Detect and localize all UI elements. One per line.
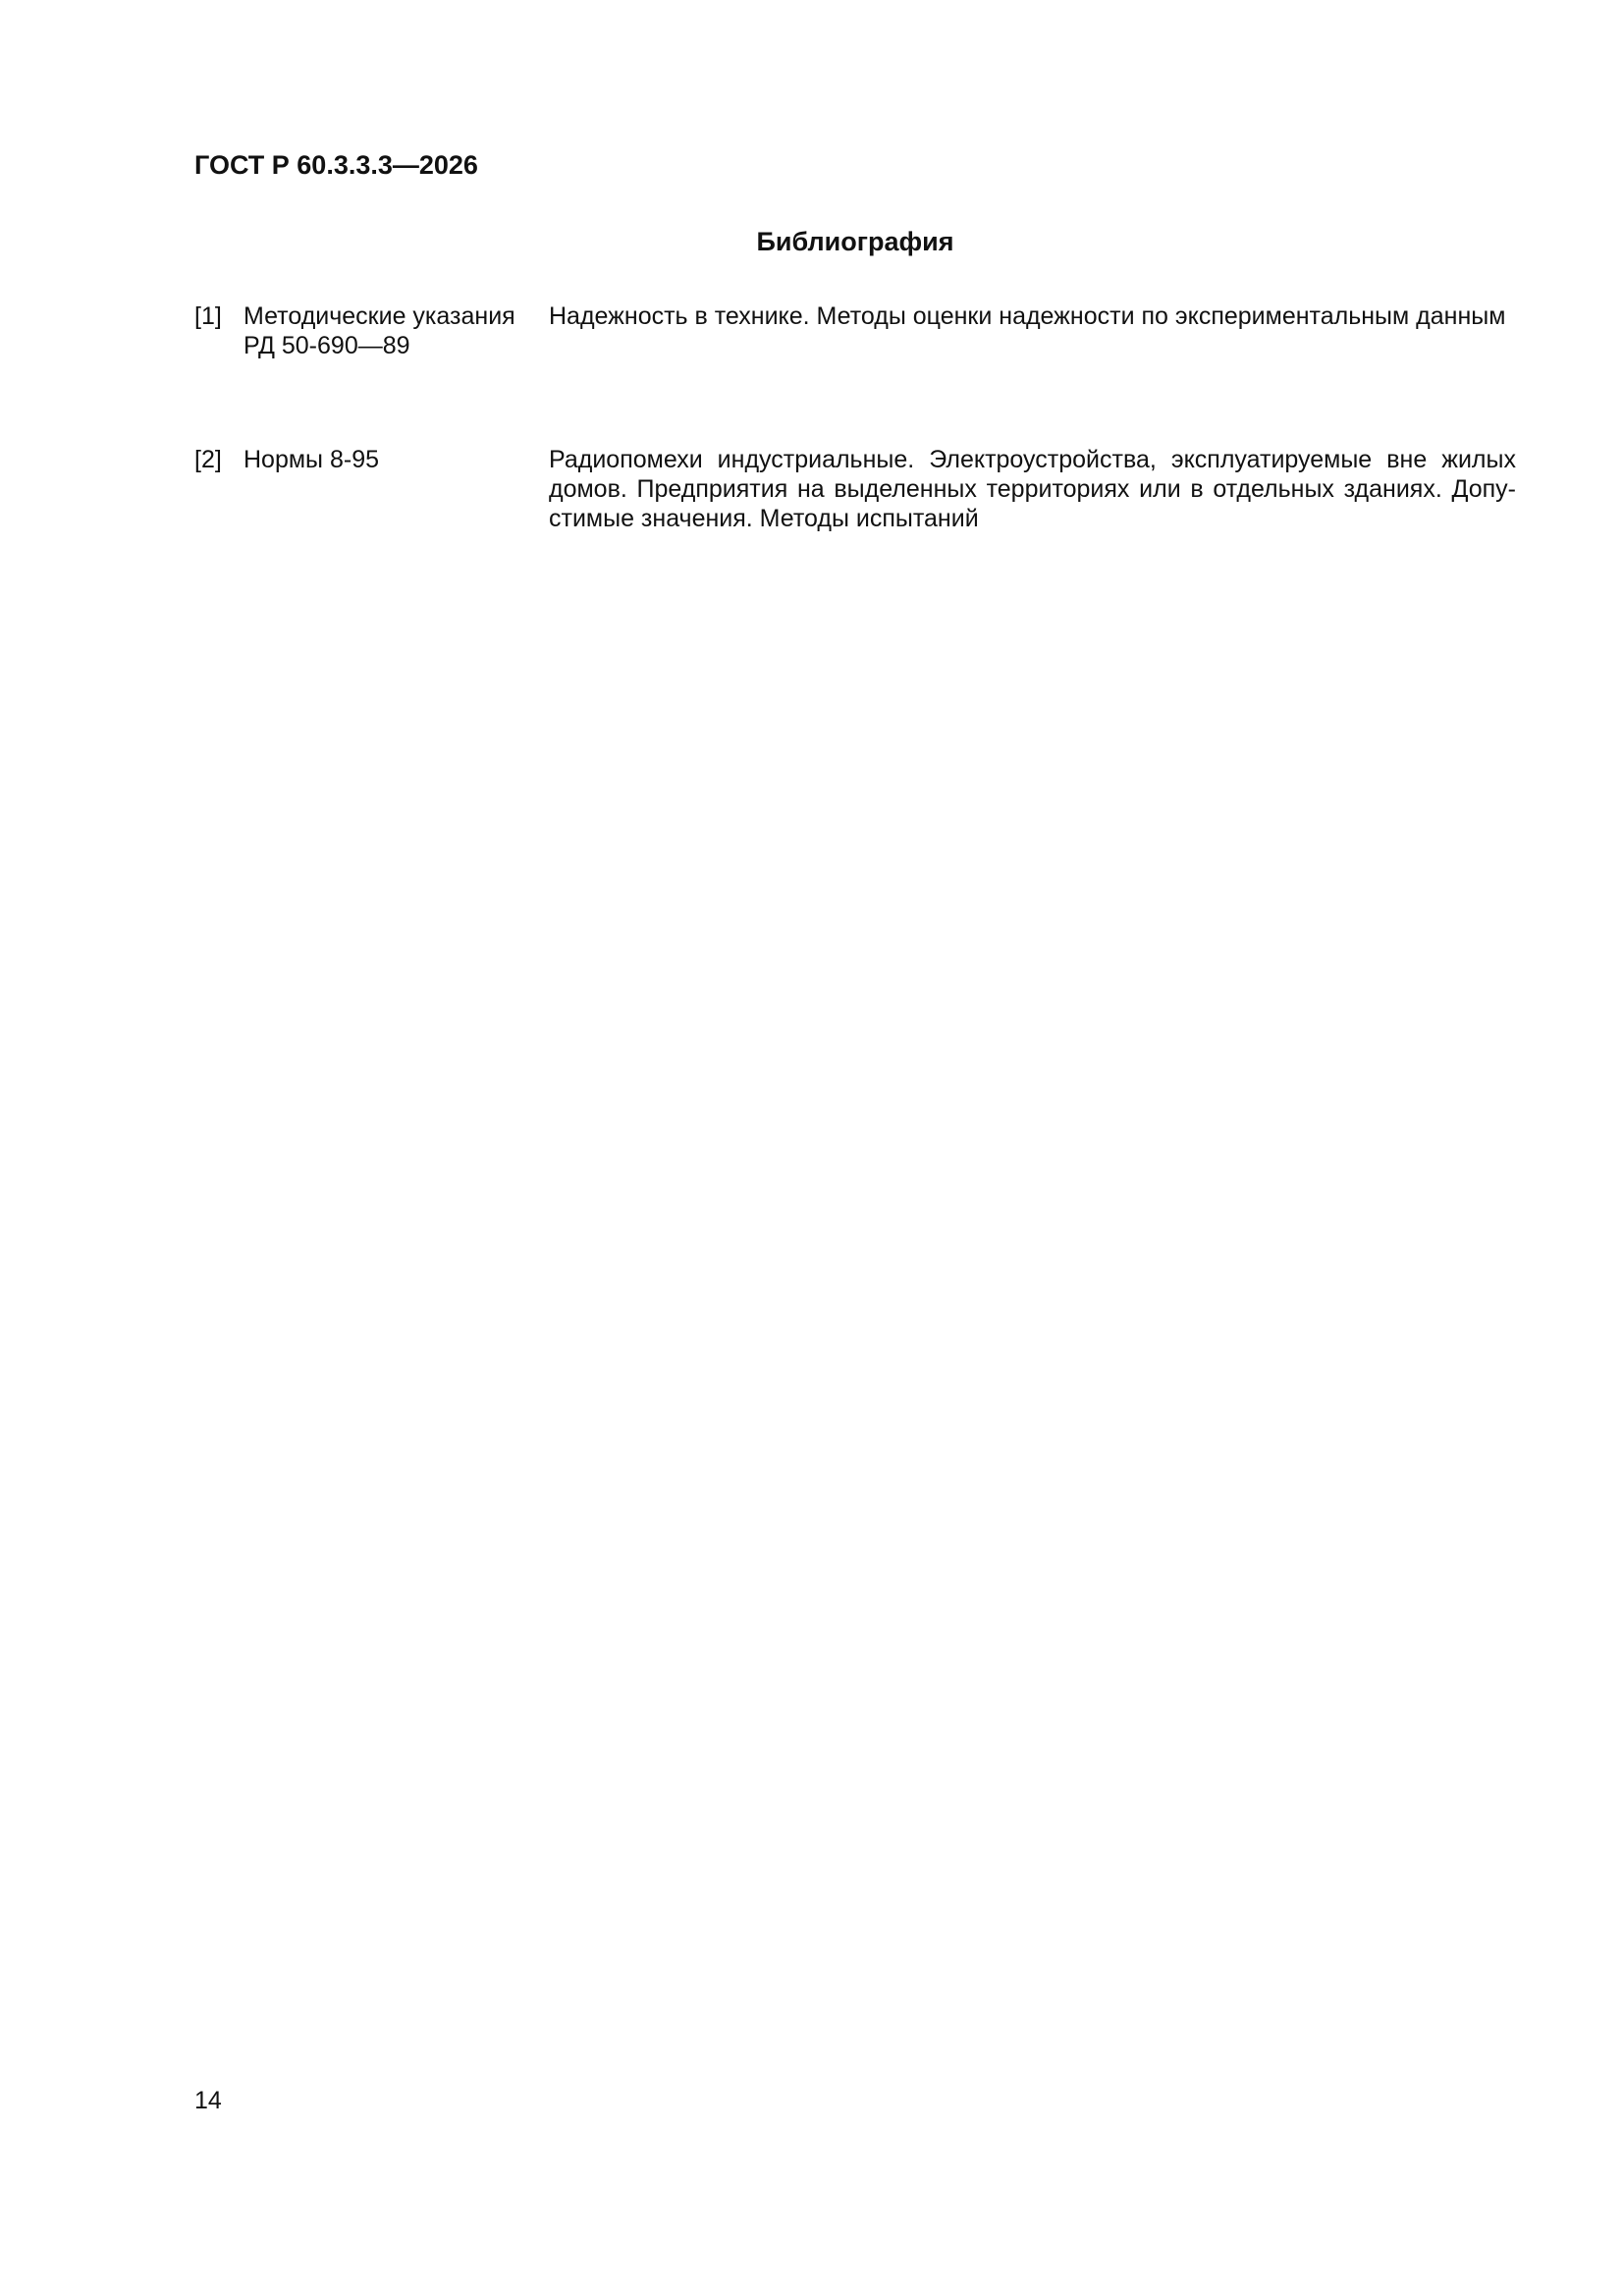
entry-number: [1] [194,302,222,330]
page-number: 14 [194,2087,222,2114]
document-code-header: ГОСТ Р 60.3.3.3—2026 [194,150,478,180]
entry-source [243,445,538,474]
entry-source [243,301,538,360]
entry-description: Надежность в технике. Методы оценки надежности по экспериментальным данным [549,302,1506,330]
entry-description: Радиопомехи индустриальные. Электроустройства, эксплуатируемые вне жилых домов. Предприятия на выделенных территориях или в отдельных зданиях. Допустимые значения. Методы испытаний [549,446,1516,532]
entry-source-line: Методические указания [243,302,515,330]
entry-source-line: Нормы 8-95 [243,446,380,473]
entry-number: [2] [194,446,222,473]
entry-source-line: РД 50-690—89 [243,332,410,359]
section-title: Библиография [756,227,954,256]
